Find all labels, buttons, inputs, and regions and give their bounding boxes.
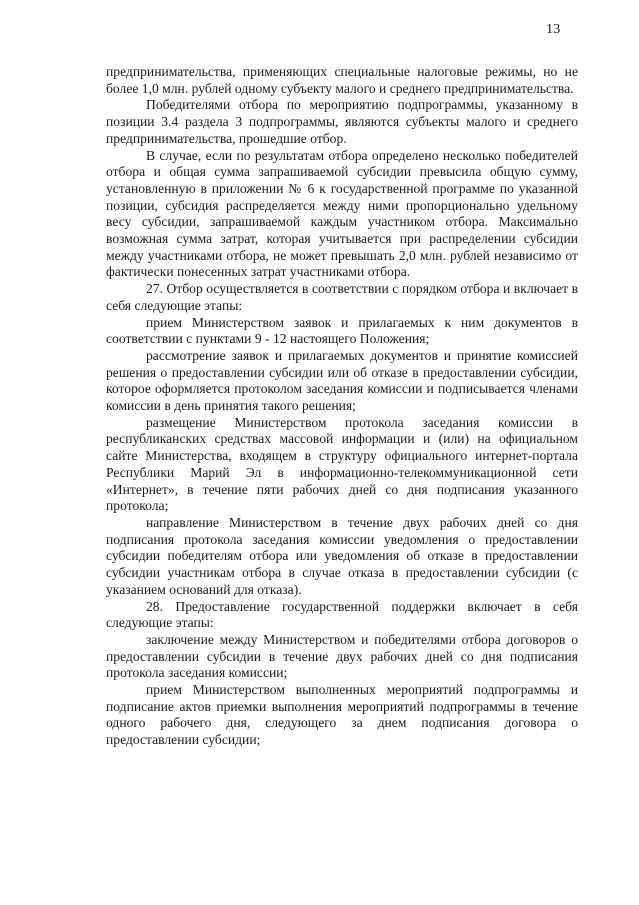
- paragraph: направление Министерством в течение двух рабочих дней со дня подписания протокола заседания комиссии уведомления о предоставлении субсидии победителям отбора или уведомления об отказе в предоставлении субсидии участникам отбора в случае отказа в предоставлении субсидии (с указанием оснований для отказа).: [106, 514, 578, 597]
- paragraph: прием Министерством заявок и прилагаемых к ним документов в соответствии с пунктами 9 - 12 настоящего Положения;: [106, 314, 578, 347]
- page-number: 13: [546, 22, 561, 37]
- paragraph: Победителями отбора по мероприятию подпрограммы, указанному в позиции 3.4 раздела 3 подпрограммы, являются субъекты малого и среднего предпринимательства, прошедшие отбор.: [106, 97, 578, 146]
- paragraph: заключение между Министерством и победителями отбора договоров о предоставлении субсидии в течение двух рабочих дней со дня подписания протокола заседания комиссии;: [106, 631, 578, 681]
- paragraph: 27. Отбор осуществляется в соответствии с порядком отбора и включает в себя следующие этапы:: [106, 281, 578, 313]
- paragraph: предпринимательства, применяющих специальные налоговые режимы, но не более 1,0 млн. рублей одному субъекту малого и среднего предпринимательства.: [106, 64, 578, 96]
- paragraph: размещение Министерством протокола заседания комиссии в республиканских средствах массовой информации и (или) на официальном сайте Министерства, входящем в структуру официального интернет-портала Республики Марий Эл в информационно-телекоммуникационной сети «Интернет», в течение пяти рабочих дней со дня подписания указанного протокола;: [106, 414, 578, 514]
- paragraph: рассмотрение заявок и прилагаемых документов и принятие комиссией решения о предоставлении субсидии или об отказе в предоставлении субсидии, которое оформляется протоколом заседания комиссии и подписывается членами комиссии в день принятия такого решения;: [106, 347, 578, 414]
- paragraph: прием Министерством выполненных мероприятий подпрограммы и подписание актов приемки выполнения мероприятий подпрограммы в течение одного рабочего дня, следующего за днем подписания договора о предоставлении субсидии;: [106, 682, 578, 748]
- paragraph: В случае, если по результатам отбора определено несколько победителей отбора и общая сумма запрашиваемой субсидии превысила общую сумму, установленную в приложении № 6 к государственной программе по указанной позиции, субсидия распределяется между ними пропорционально удельному весу субсидии, запрашиваемой каждым участником отбора. Максимально возможная сумма затрат, которая учитывается при распределении субсидии между участниками отбора, не может превышать 2,0 млн. рублей независимо от фактически понесенных затрат участниками отбора.: [106, 147, 578, 280]
- document-body: [106, 64, 578, 749]
- paragraph: 28. Предоставление государственной поддержки включает в себя следующие этапы:: [106, 598, 578, 631]
